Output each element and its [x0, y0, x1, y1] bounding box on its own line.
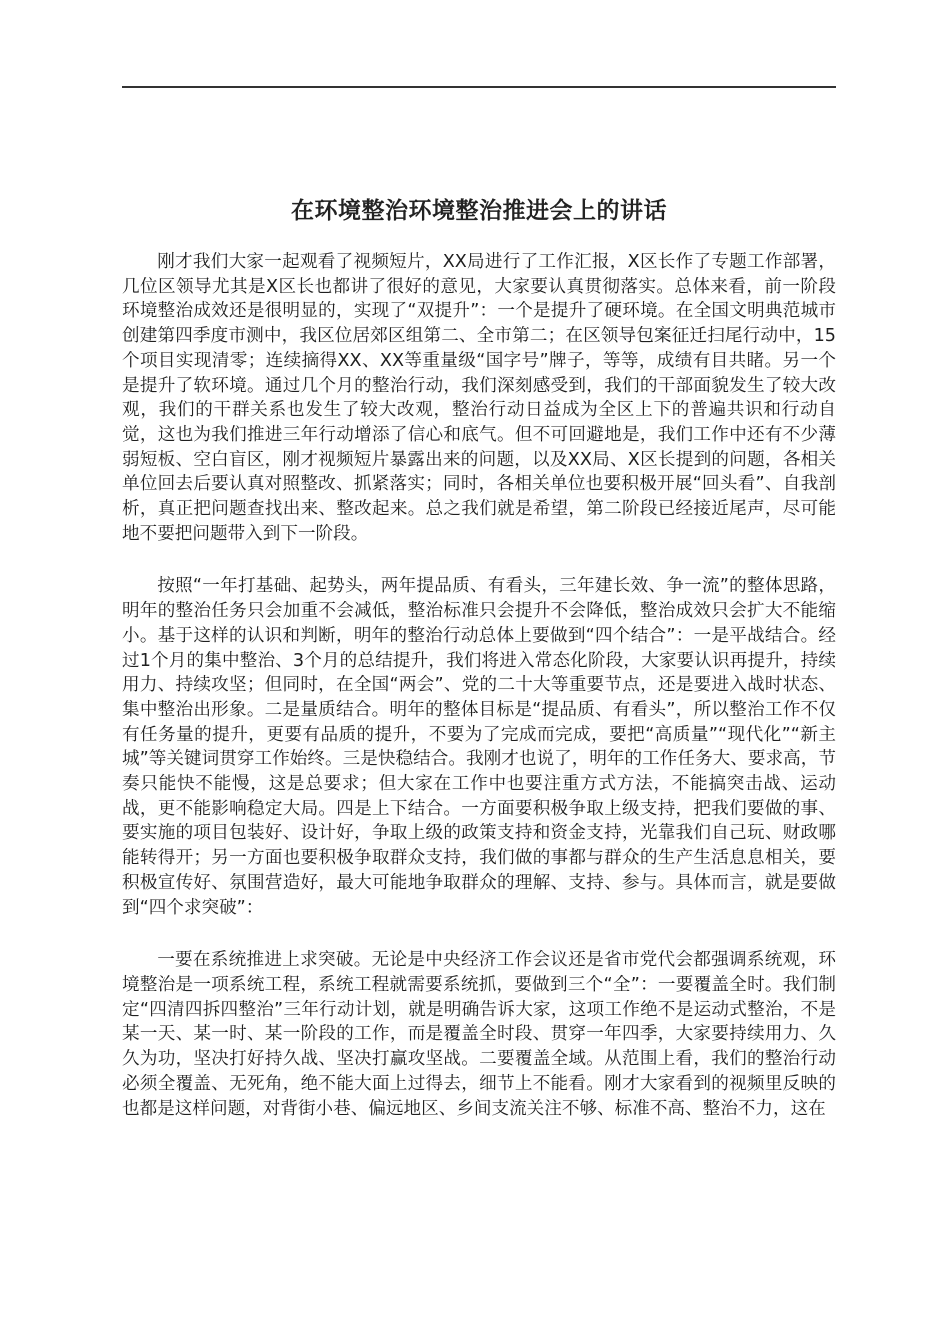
- document-title: 在环境整治环境整治推进会上的讲话: [291, 198, 667, 225]
- paragraph-2: 按照“一年打基础、起势头，两年提品质、有看头，三年建长效、争一流”的整体思路，明年的整治任务只会加重不会减低，整治标准只会提升不会降低，整治成效只会扩大不能缩小。基于这样的认识和判断，明年的整治行动总体上要做到“四个结合”：一是平战结合。经过1个月的集中整治、3个月的总结提升，我们将进入常态化阶段，大家要认识再提升，持续用力、持续攻坚；但同时，在全国“两会”、党的二十大等重要节点，还是要进入战时状态、集中整治出形象。二是量质结合。明年的整体目标是“提品质、有看头”，所以整治工作不仅有任务量的提升，更要有品质的提升，不要为了完成而完成，要把“高质量”“现代化”“新主城”等关键词贯穿工作始终。三是快稳结合。我刚才也说了，明年的工作任务大、要求高，节奏只能快不能慢，这是总要求；但大家在工作中也要注重方式方法，不能搞突击战、运动战，更不能影响稳定大局。四是上下结合。一方面要积极争取上级支持，把我们要做的事、要实施的项目包装好、设计好，争取上级的政策支持和资金支持，光靠我们自己玩、财政哪能转得开；另一方面也要积极争取群众支持，我们做的事都与群众的生产生活息息相关，要积极宣传好、氛围营造好，最大可能地争取群众的理解、支持、参与。具体而言，就是要做到“四个求突破”：: [122, 576, 836, 918]
- document-body: [122, 250, 836, 1149]
- header-rule: [122, 86, 836, 88]
- paragraph-1: 刚才我们大家一起观看了视频短片，XX局进行了工作汇报，X区长作了专题工作部署，几位区领导尤其是X区长也都讲了很好的意见，大家要认真贯彻落实。总体来看，前一阶段环境整治成效还是很明显的，实现了“双提升”：一个是提升了硬环境。在全国文明典范城市创建第四季度市测中，我区位居郊区组第二、全市第二；在区领导包案征迁扫尾行动中，15个项目实现清零；连续摘得XX、XX等重量级“国字号”牌子，等等，成绩有目共睹。另一个是提升了软环境。通过几个月的整治行动，我们深刻感受到，我们的干部面貌发生了较大改观，我们的干群关系也发生了较大改观，整治行动日益成为全区上下的普遍共识和行动自觉，这也为我们推进三年行动增添了信心和底气。但不可回避地是，我们工作中还有不少薄弱短板、空白盲区，刚才视频短片暴露出来的问题，以及XX局、X区长提到的问题，各相关单位回去后要认真对照整改、抓紧落实；同时，各相关单位也要积极开展“回头看”、自我剖析，真正把问题查找出来、整改起来。总之我们就是希望，第二阶段已经接近尾声，尽可能地不要把问题带入到下一阶段。: [122, 252, 836, 544]
- paragraph-3: 一要在系统推进上求突破。无论是中央经济工作会议还是省市党代会都强调系统观，环境整治是一项系统工程，系统工程就需要系统抓，要做到三个“全”：一要覆盖全时。我们制定“四清四拆四整治”三年行动计划，就是明确告诉大家，这项工作绝不是运动式整治，不是某一天、某一时、某一阶段的工作，而是覆盖全时段、贯穿一年四季，大家要持续用力、久久为功，坚决打好持久战、坚决打赢攻坚战。二要覆盖全域。从范围上看，我们的整治行动必须全覆盖、无死角，绝不能大面上过得去，细节上不能看。刚才大家看到的视频里反映的也都是这样问题，对背街小巷、偏远地区、乡间支流关注不够、标准不高、整治不力，这在: [122, 950, 836, 1119]
